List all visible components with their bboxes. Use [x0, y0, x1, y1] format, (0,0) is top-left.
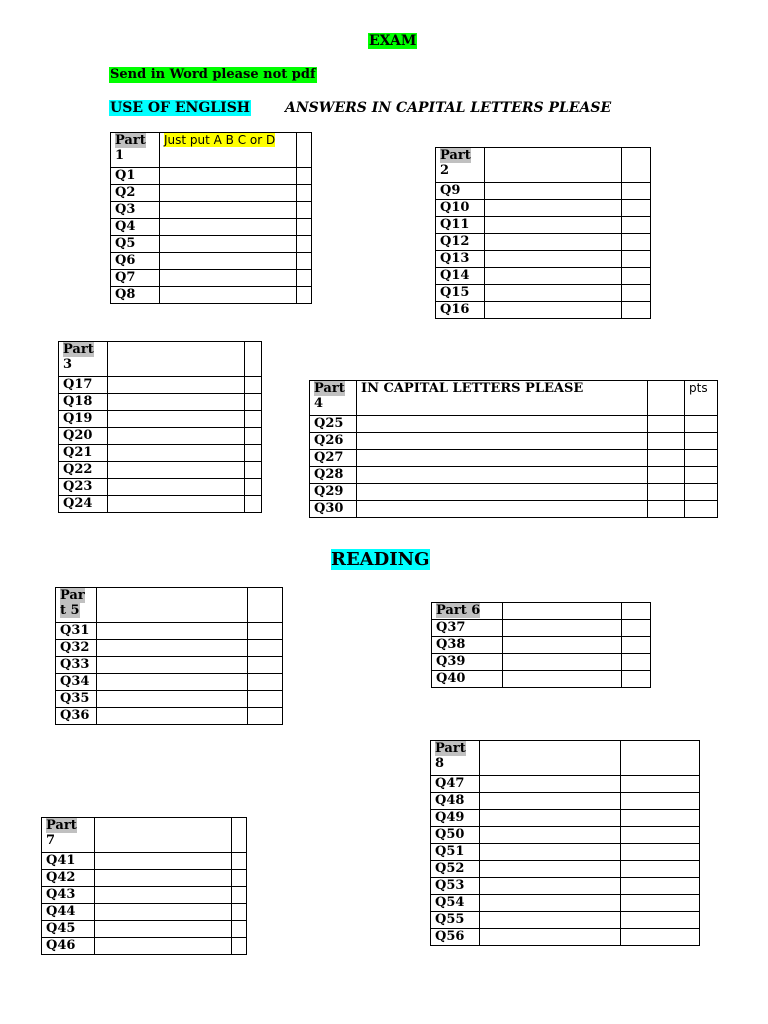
table-row — [42, 921, 247, 938]
part8-rows — [431, 776, 700, 946]
use-of-english-heading: USE OF ENGLISH — [110, 100, 251, 116]
question-label: Q38 — [432, 637, 503, 654]
question-label: Q11 — [436, 217, 485, 234]
score-cell[interactable] — [232, 870, 247, 887]
part8-table — [430, 740, 700, 946]
answer-cell[interactable] — [95, 887, 232, 904]
question-label: Q27 — [310, 450, 357, 467]
score-cell[interactable] — [621, 810, 700, 827]
score-cell[interactable] — [621, 793, 700, 810]
answer-cell[interactable] — [108, 394, 245, 411]
answer-cell[interactable] — [480, 895, 621, 912]
answer-cell[interactable] — [95, 904, 232, 921]
answer-cell[interactable] — [503, 671, 622, 688]
score-cell[interactable] — [245, 428, 262, 445]
answer-cell[interactable] — [160, 185, 297, 202]
question-label: Q43 — [42, 887, 95, 904]
answer-cell[interactable] — [160, 270, 297, 287]
score-cell[interactable] — [622, 183, 651, 200]
table-row — [111, 185, 312, 202]
table-row — [56, 657, 283, 674]
answer-cell[interactable] — [480, 793, 621, 810]
question-label: Q19 — [59, 411, 108, 428]
send-note: Send in Word please not pdf — [110, 67, 316, 82]
question-label: Q23 — [59, 479, 108, 496]
table-row — [111, 168, 312, 185]
score-cell[interactable] — [245, 394, 262, 411]
table-row — [42, 853, 247, 870]
table-row — [431, 844, 700, 861]
score-cell[interactable] — [297, 202, 312, 219]
score-cell[interactable] — [297, 185, 312, 202]
answer-cell[interactable] — [485, 183, 622, 200]
table-row — [432, 654, 651, 671]
answer-cell[interactable] — [357, 501, 648, 518]
question-label: Q56 — [431, 929, 480, 946]
question-label: Q54 — [431, 895, 480, 912]
answer-cell[interactable] — [480, 810, 621, 827]
score-cell[interactable] — [297, 287, 312, 304]
part4-note: IN CAPITAL LETTERS PLEASE — [357, 381, 648, 416]
table-row — [310, 501, 718, 518]
answer-cell[interactable] — [108, 428, 245, 445]
score-cell[interactable] — [648, 467, 685, 484]
answer-cell[interactable] — [108, 462, 245, 479]
table-row — [42, 938, 247, 955]
score-cell[interactable] — [621, 861, 700, 878]
score-cell[interactable] — [685, 450, 718, 467]
table-row — [111, 270, 312, 287]
question-label: Q7 — [111, 270, 160, 287]
question-label: Q17 — [59, 377, 108, 394]
question-label: Q33 — [56, 657, 97, 674]
question-label: Q40 — [432, 671, 503, 688]
answer-cell[interactable] — [357, 450, 648, 467]
table-row — [436, 200, 651, 217]
table-row — [59, 377, 262, 394]
score-cell[interactable] — [245, 411, 262, 428]
question-label: Q32 — [56, 640, 97, 657]
question-label: Q12 — [436, 234, 485, 251]
answer-cell[interactable] — [503, 620, 622, 637]
score-cell[interactable] — [621, 776, 700, 793]
answer-cell[interactable] — [485, 251, 622, 268]
question-label: Q39 — [432, 654, 503, 671]
score-cell[interactable] — [245, 479, 262, 496]
table-row — [111, 202, 312, 219]
score-cell[interactable] — [648, 450, 685, 467]
part2-label: Part 2 — [436, 148, 485, 183]
question-label: Q26 — [310, 433, 357, 450]
question-label: Q51 — [431, 844, 480, 861]
question-label: Q18 — [59, 394, 108, 411]
question-label: Q9 — [436, 183, 485, 200]
table-row — [59, 428, 262, 445]
score-cell[interactable] — [621, 878, 700, 895]
score-cell[interactable] — [245, 496, 262, 513]
part1-label: Part 1 — [111, 133, 160, 168]
answer-cell[interactable] — [485, 200, 622, 217]
answer-cell[interactable] — [97, 674, 248, 691]
question-label: Q34 — [56, 674, 97, 691]
question-label: Q41 — [42, 853, 95, 870]
part1-table — [110, 132, 312, 304]
table-row — [431, 827, 700, 844]
score-cell[interactable] — [621, 895, 700, 912]
question-label: Q10 — [436, 200, 485, 217]
part1-note: Just put A B C or D — [164, 133, 276, 147]
score-cell[interactable] — [248, 708, 283, 725]
part5-rows — [56, 623, 283, 725]
question-label: Q15 — [436, 285, 485, 302]
score-cell[interactable] — [622, 671, 651, 688]
score-cell[interactable] — [297, 253, 312, 270]
score-cell[interactable] — [232, 853, 247, 870]
table-row — [59, 394, 262, 411]
table-row — [436, 268, 651, 285]
table-row — [56, 674, 283, 691]
exam-title: EXAM — [369, 33, 417, 49]
score-cell[interactable] — [685, 501, 718, 518]
question-label: Q13 — [436, 251, 485, 268]
question-label: Q14 — [436, 268, 485, 285]
answer-cell[interactable] — [97, 640, 248, 657]
score-cell[interactable] — [621, 912, 700, 929]
score-cell[interactable] — [622, 620, 651, 637]
answer-cell[interactable] — [357, 484, 648, 501]
answer-cell[interactable] — [503, 654, 622, 671]
answer-cell[interactable] — [108, 445, 245, 462]
table-row — [59, 445, 262, 462]
score-cell[interactable] — [648, 433, 685, 450]
score-cell[interactable] — [622, 285, 651, 302]
score-cell[interactable] — [621, 844, 700, 861]
table-row — [431, 793, 700, 810]
table-row — [56, 640, 283, 657]
score-cell[interactable] — [685, 416, 718, 433]
table-row — [431, 895, 700, 912]
answer-cell[interactable] — [160, 236, 297, 253]
question-label: Q20 — [59, 428, 108, 445]
score-cell[interactable] — [297, 219, 312, 236]
answer-cell[interactable] — [480, 878, 621, 895]
answer-cell[interactable] — [357, 433, 648, 450]
table-row — [59, 479, 262, 496]
question-label: Q37 — [432, 620, 503, 637]
score-cell[interactable] — [297, 236, 312, 253]
part4-table — [309, 380, 718, 518]
question-label: Q52 — [431, 861, 480, 878]
answer-cell[interactable] — [485, 234, 622, 251]
table-row — [56, 691, 283, 708]
question-label: Q4 — [111, 219, 160, 236]
table-row — [432, 671, 651, 688]
score-cell[interactable] — [622, 268, 651, 285]
answer-cell[interactable] — [97, 657, 248, 674]
table-row — [436, 234, 651, 251]
table-row — [310, 416, 718, 433]
question-label: Q3 — [111, 202, 160, 219]
question-label: Q44 — [42, 904, 95, 921]
answer-cell[interactable] — [95, 921, 232, 938]
question-label: Q49 — [431, 810, 480, 827]
answer-cell[interactable] — [480, 827, 621, 844]
score-cell[interactable] — [621, 929, 700, 946]
question-label: Q2 — [111, 185, 160, 202]
part7-label: Part 7 — [42, 818, 95, 853]
part6-table — [431, 602, 651, 688]
question-label: Q21 — [59, 445, 108, 462]
score-cell[interactable] — [248, 623, 283, 640]
score-cell[interactable] — [248, 657, 283, 674]
score-cell[interactable] — [232, 921, 247, 938]
part2-rows — [436, 183, 651, 319]
table-row — [56, 708, 283, 725]
table-row — [111, 236, 312, 253]
score-cell[interactable] — [297, 168, 312, 185]
table-row — [436, 251, 651, 268]
table-row — [432, 637, 651, 654]
question-label: Q30 — [310, 501, 357, 518]
table-row — [42, 904, 247, 921]
score-cell[interactable] — [232, 887, 247, 904]
score-cell[interactable] — [248, 674, 283, 691]
part4-rows — [310, 416, 718, 518]
table-row — [436, 285, 651, 302]
score-cell[interactable] — [685, 433, 718, 450]
question-label: Q5 — [111, 236, 160, 253]
table-row — [56, 623, 283, 640]
answer-cell[interactable] — [97, 708, 248, 725]
part3-table — [58, 341, 262, 513]
score-cell[interactable] — [622, 200, 651, 217]
table-row — [59, 411, 262, 428]
table-row — [431, 878, 700, 895]
answer-cell[interactable] — [95, 938, 232, 955]
part4-label: Part 4 — [310, 381, 357, 416]
score-cell[interactable] — [622, 251, 651, 268]
question-label: Q48 — [431, 793, 480, 810]
table-row — [436, 302, 651, 319]
question-label: Q55 — [431, 912, 480, 929]
score-cell[interactable] — [245, 462, 262, 479]
question-label: Q25 — [310, 416, 357, 433]
answer-cell[interactable] — [97, 623, 248, 640]
table-row — [436, 217, 651, 234]
table-row — [432, 620, 651, 637]
question-label: Q45 — [42, 921, 95, 938]
table-row — [59, 496, 262, 513]
answer-cell[interactable] — [480, 844, 621, 861]
table-row — [431, 912, 700, 929]
answer-cell[interactable] — [108, 377, 245, 394]
table-row — [310, 450, 718, 467]
answer-cell[interactable] — [160, 202, 297, 219]
part8-label: Part 8 — [431, 741, 480, 776]
answer-cell[interactable] — [480, 912, 621, 929]
table-row — [111, 219, 312, 236]
score-cell[interactable] — [621, 827, 700, 844]
answer-cell[interactable] — [160, 287, 297, 304]
score-cell[interactable] — [685, 484, 718, 501]
score-cell[interactable] — [248, 640, 283, 657]
answer-cell[interactable] — [357, 467, 648, 484]
answer-cell[interactable] — [480, 861, 621, 878]
answer-cell[interactable] — [160, 219, 297, 236]
question-label: Q31 — [56, 623, 97, 640]
part7-rows — [42, 853, 247, 955]
part5-label: Par t 5 — [56, 588, 97, 623]
part3-label: Part 3 — [59, 342, 108, 377]
part7-table — [41, 817, 247, 955]
table-row — [431, 776, 700, 793]
table-row — [59, 462, 262, 479]
answer-cell[interactable] — [108, 479, 245, 496]
answer-cell[interactable] — [485, 285, 622, 302]
score-cell[interactable] — [648, 416, 685, 433]
answer-cell[interactable] — [95, 853, 232, 870]
table-row — [436, 183, 651, 200]
table-row — [431, 810, 700, 827]
question-label: Q29 — [310, 484, 357, 501]
score-cell[interactable] — [685, 467, 718, 484]
table-row — [42, 887, 247, 904]
score-cell[interactable] — [622, 234, 651, 251]
part3-rows — [59, 377, 262, 513]
answer-cell[interactable] — [108, 411, 245, 428]
table-row — [310, 484, 718, 501]
part6-label: Part 6 — [432, 603, 503, 620]
table-row — [310, 467, 718, 484]
score-cell[interactable] — [622, 217, 651, 234]
score-cell[interactable] — [232, 938, 247, 955]
part4-pts: pts — [689, 381, 708, 395]
question-label: Q6 — [111, 253, 160, 270]
part2-table — [435, 147, 651, 319]
answer-cell[interactable] — [503, 637, 622, 654]
reading-heading: READING — [331, 549, 430, 570]
question-label: Q35 — [56, 691, 97, 708]
answer-cell[interactable] — [160, 253, 297, 270]
table-row — [111, 287, 312, 304]
question-label: Q8 — [111, 287, 160, 304]
answer-cell[interactable] — [480, 929, 621, 946]
table-row — [111, 253, 312, 270]
question-label: Q36 — [56, 708, 97, 725]
answer-cell[interactable] — [97, 691, 248, 708]
table-row — [431, 929, 700, 946]
answer-cell[interactable] — [160, 168, 297, 185]
score-cell[interactable] — [245, 445, 262, 462]
answer-cell[interactable] — [357, 416, 648, 433]
score-cell[interactable] — [297, 270, 312, 287]
score-cell[interactable] — [648, 501, 685, 518]
question-label: Q1 — [111, 168, 160, 185]
answer-cell[interactable] — [485, 302, 622, 319]
question-label: Q46 — [42, 938, 95, 955]
question-label: Q22 — [59, 462, 108, 479]
table-row — [310, 433, 718, 450]
answers-note: ANSWERS IN CAPITAL LETTERS PLEASE — [285, 100, 612, 116]
score-cell[interactable] — [248, 691, 283, 708]
score-cell[interactable] — [622, 654, 651, 671]
answer-cell[interactable] — [485, 217, 622, 234]
part5-table — [55, 587, 283, 725]
question-label: Q53 — [431, 878, 480, 895]
answer-cell[interactable] — [108, 496, 245, 513]
part1-rows — [111, 168, 312, 304]
question-label: Q16 — [436, 302, 485, 319]
part6-rows — [432, 620, 651, 688]
question-label: Q47 — [431, 776, 480, 793]
question-label: Q28 — [310, 467, 357, 484]
answer-cell[interactable] — [485, 268, 622, 285]
table-row — [431, 861, 700, 878]
score-cell[interactable] — [622, 637, 651, 654]
answer-cell[interactable] — [95, 870, 232, 887]
table-row — [42, 870, 247, 887]
score-cell[interactable] — [622, 302, 651, 319]
question-label: Q24 — [59, 496, 108, 513]
score-cell[interactable] — [648, 484, 685, 501]
answer-cell[interactable] — [480, 776, 621, 793]
question-label: Q42 — [42, 870, 95, 887]
score-cell[interactable] — [245, 377, 262, 394]
score-cell[interactable] — [232, 904, 247, 921]
question-label: Q50 — [431, 827, 480, 844]
